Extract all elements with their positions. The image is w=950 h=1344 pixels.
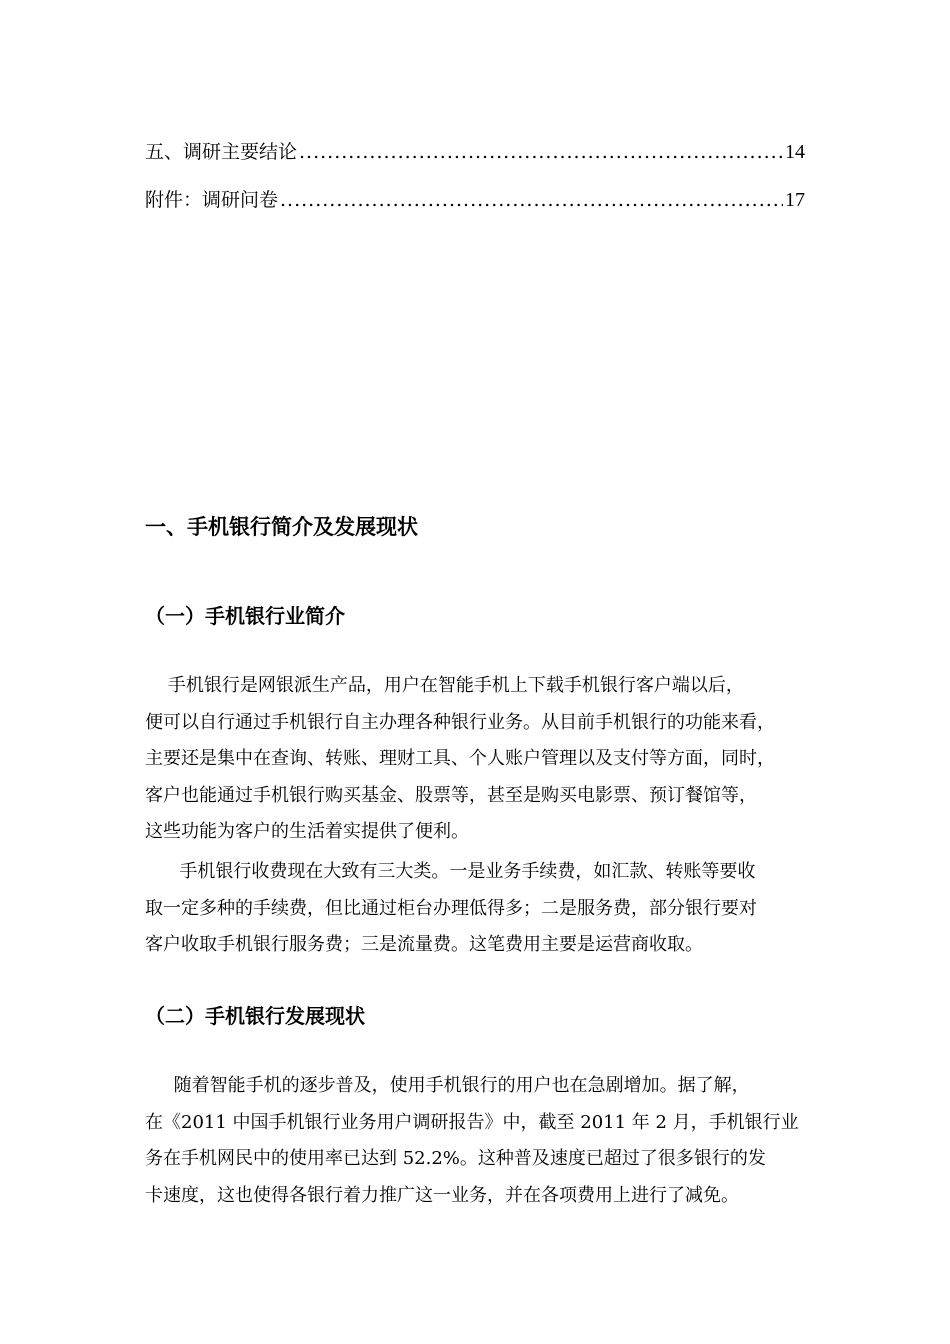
subsection-heading: （二）手机银行发展现状 <box>145 1004 365 1028</box>
paragraph-line: 务在手机网民中的使用率已达到 52.2%。这种普及速度已超过了很多银行的发 <box>145 1148 766 1169</box>
toc-leader-dots <box>280 185 783 215</box>
paragraph <box>145 1068 807 1214</box>
toc-entry[interactable] <box>145 185 805 215</box>
paragraph-line: 客户收取手机银行服务费；三是流量费。这笔费用主要是运营商收取。 <box>145 934 703 955</box>
paragraph-line: 随着智能手机的逐步普及，使用手机银行的用户也在急剧增加。据了解， <box>145 1075 750 1096</box>
paragraph <box>145 854 807 964</box>
paragraph-line: 手机银行收费现在大致有三大类。一是业务手续费，如汇款、转账等要收 <box>145 861 756 882</box>
toc-entry-title: 附件：调研问卷 <box>145 189 279 211</box>
toc-entry[interactable] <box>145 137 805 167</box>
toc-leader-dots <box>299 137 783 167</box>
paragraph-line: 手机银行是网银派生产品，用户在智能手机上下载手机银行客户端以后， <box>145 675 744 696</box>
paragraph <box>145 668 807 851</box>
section-heading: 一、手机银行简介及发展现状 <box>145 514 418 539</box>
paragraph-line: 主要还是集中在查询、转账、理财工具、个人账户管理以及支付等方面，同时， <box>145 748 775 769</box>
paragraph-line: 在《2011 中国手机银行业务用户调研报告》中，截至 2011 年 2 月，手机银行业 <box>145 1111 799 1133</box>
toc-entry-title: 五、调研主要结论 <box>145 141 298 163</box>
toc-entry-page: 17 <box>785 189 805 211</box>
paragraph-line: 便可以自行通过手机银行自主办理各种银行业务。从目前手机银行的功能来看， <box>145 711 775 733</box>
paragraph-line: 这些功能为客户的生活着实提供了便利。 <box>145 821 469 842</box>
paragraph-line: 卡速度，这也使得各银行着力推广这一业务，并在各项费用上进行了减免。 <box>145 1184 739 1206</box>
subsection-heading: （一）手机银行业简介 <box>145 604 345 628</box>
toc-entry-page: 14 <box>785 141 805 163</box>
paragraph-line: 取一定多种的手续费，但比通过柜台办理低得多；二是服务费，部分银行要对 <box>145 897 757 919</box>
paragraph-line: 客户也能通过手机银行购买基金、股票等，甚至是购买电影票、预订餐馆等， <box>145 784 757 806</box>
